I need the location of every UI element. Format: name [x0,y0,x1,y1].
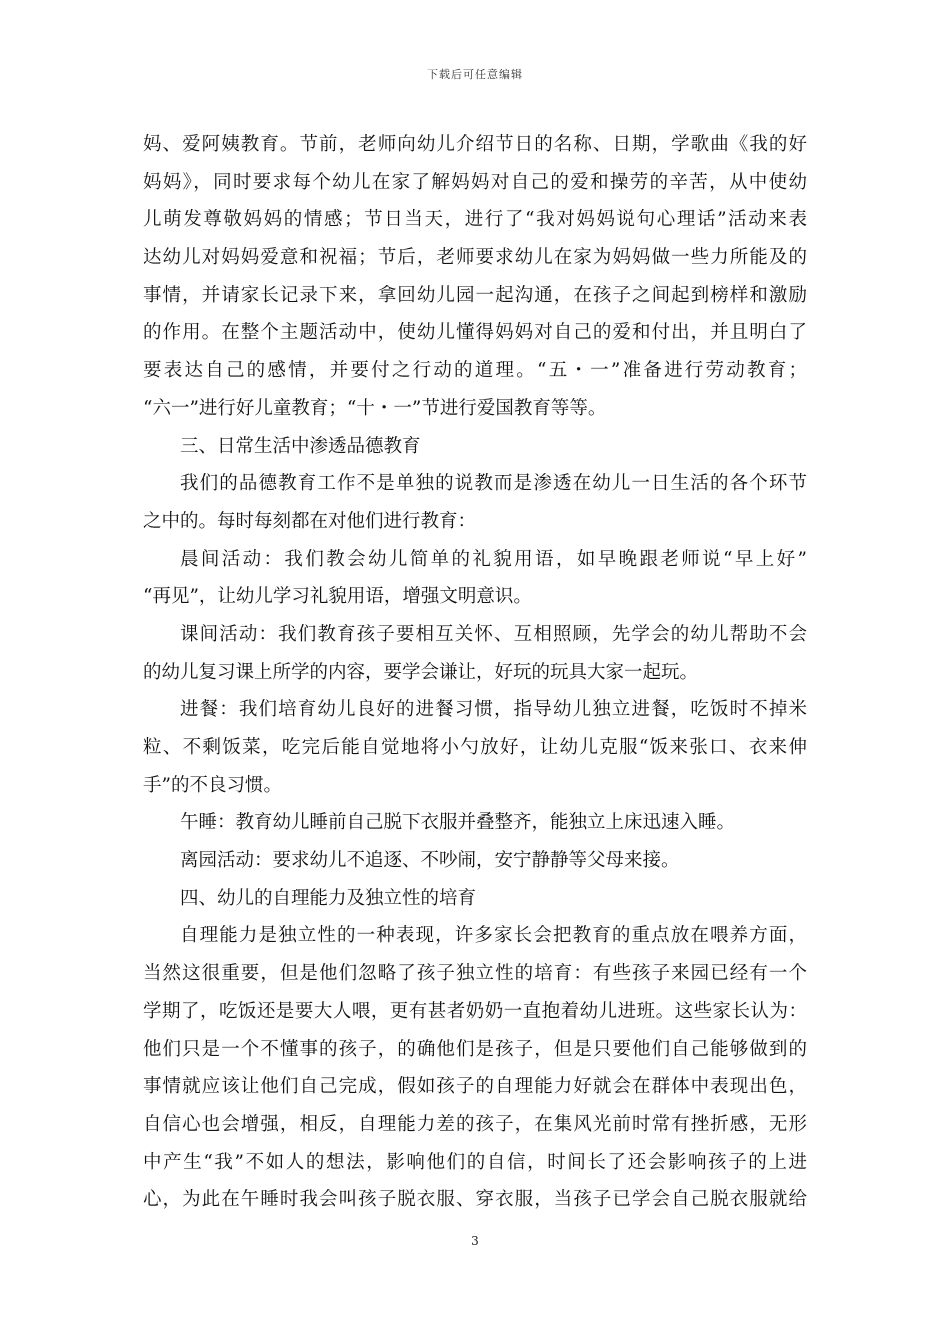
text-line: 妈妈》，同时要求每个幼儿在家了解妈妈对自己的爱和操劳的辛苦，从中使幼 [143,171,807,193]
text-line: 我们的品德教育工作不是单独的说教而是渗透在幼儿一日生活的各个环节 [180,473,807,495]
text-line: “六一”进行好儿童教育；“十・一”节进行爱国教育等等。 [143,397,607,419]
text-line: 的作用。在整个主题活动中，使幼儿懂得妈妈对自己的爱和付出，并且明白了 [143,322,807,344]
text-line: 事情就应该让他们自己完成，假如孩子的自理能力好就会在群体中表现出色， [143,1076,807,1098]
text-line: 晨间活动：我们教会幼儿简单的礼貌用语，如早晚跟老师说“早上好” [180,548,807,570]
text-line: 妈、爱阿姨教育。节前，老师向幼儿介绍节日的名称、日期，学歌曲《我的好 [143,134,807,155]
text-line: 要表达自己的感情，并要付之行动的道理。“五・一”准备进行劳动教育； [143,360,807,382]
text-line: 进餐：我们培育幼儿良好的进餐习惯，指导幼儿独立进餐，吃饭时不掉米 [180,699,807,721]
text-line: 粒、不剩饭菜，吃完后能自觉地将小勺放好，让幼儿克服“饭来张口、衣来伸 [143,737,807,758]
text-line: “再见”，让幼儿学习礼貌用语，增强文明意识。 [143,586,532,608]
text-line: 中产生“我”不如人的想法，影响他们的自信，时间长了还会影响孩子的上进 [143,1151,807,1173]
text-line: 离园活动：要求幼儿不追逐、不吵闹，安宁静静等父母来接。 [180,850,680,872]
text-line: 课间活动：我们教育孩子要相互关怀、互相照顾，先学会的幼儿帮助不会 [180,623,807,645]
text-line: 自理能力是独立性的一种表现，许多家长会把教育的重点放在喂养方面， [180,925,807,947]
text-line: 手”的不良习惯。 [143,774,282,796]
page-number: 3 [471,1234,479,1248]
text-line: 当然这很重要，但是他们忽略了孩子独立性的培育：有些孩子来园已经有一个 [143,963,807,985]
document-body [143,126,807,1219]
text-line: 午睡：教育幼儿睡前自己脱下衣服并叠整齐，能独立上床迅速入睡。 [180,812,736,834]
text-line: 心，为此在午睡时我会叫孩子脱衣服、穿衣服，当孩子已学会自己脱衣服就给 [143,1189,807,1211]
text-line: 事情，并请家长记录下来，拿回幼儿园一起沟通，在孩子之间起到榜样和激励 [143,284,807,306]
page-header: 下载后可任意编辑 [427,68,523,81]
text-line: 的幼儿复习课上所学的内容，要学会谦让，好玩的玩具大家一起玩。 [143,661,699,683]
text-line: 之中的。每时每刻都在对他们进行教育： [143,510,477,532]
text-line: 四、幼儿的自理能力及独立性的培育 [180,887,477,909]
text-line: 他们只是一个不懂事的孩子，的确他们是孩子，但是只要他们自己能够做到的 [143,1038,807,1060]
text-line: 三、日常生活中渗透品德教育 [180,435,421,457]
text-line: 学期了，吃饭还是要大人喂，更有甚者奶奶一直抱着幼儿进班。这些家长认为： [143,1000,807,1022]
text-line: 自信心也会增强，相反，自理能力差的孩子，在集风光前时常有挫折感，无形 [143,1113,807,1135]
text-line: 达幼儿对妈妈爱意和祝福；节后，老师要求幼儿在家为妈妈做一些力所能及的 [143,247,807,269]
text-line: 儿萌发尊敬妈妈的情感；节日当天，进行了“我对妈妈说句心理话”活动来表 [143,209,807,231]
